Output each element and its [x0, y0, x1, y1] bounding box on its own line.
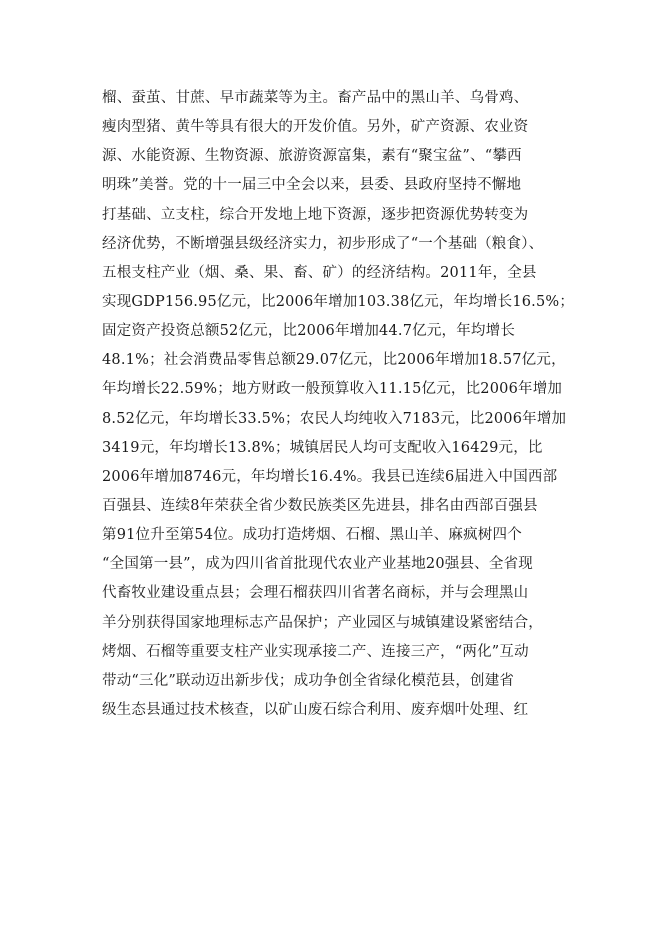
text-line: 2006年增加8746元，年均增长16.4%。我县已连续6届进入中国西部 — [102, 468, 558, 485]
text-line: 实现GDP156.95亿元，比2006年增加103.38亿元，年均增长16.5%； — [102, 293, 575, 310]
text-line: 第91位升至第54位。成功打造烤烟、石榴、黑山羊、麻疯树四个 — [102, 527, 522, 544]
text-line: “全国第一县”，成为四川省首批现代农业产业基地20强县、全省现 — [102, 556, 533, 573]
text-line: 8.52亿元，年均增长33.5%；农民人均纯收入7183元，比2006年增加 — [102, 410, 567, 427]
text-line: 经济优势，不断增强县级经济实力，初步形成了“一个基础（粮食）、 — [102, 235, 544, 252]
text-line: 羊分别获得国家地理标志产品保护；产业园区与城镇建设紧密结合， — [102, 614, 543, 631]
text-line: 带动“三化”联动迈出新步伐；成功争创全省绿化模范县，创建省 — [102, 672, 515, 689]
body-paragraph — [102, 84, 575, 725]
text-line: 级生态县通过技术核查，以矿山废石综合利用、废弃烟叶处理、红 — [102, 701, 529, 718]
text-line: 代畜牧业建设重点县；会理石榴获四川省著名商标，并与会理黑山 — [102, 585, 529, 602]
text-line: 百强县、连续8年荣获全省少数民族类区先进县，排名由西部百强县 — [102, 497, 538, 514]
text-line: 固定资产投资总额52亿元，比2006年增加44.7亿元，年均增长 — [102, 323, 516, 340]
text-line: 五根支柱产业（烟、桑、果、畜、矿）的经济结构。2011年，全县 — [102, 264, 537, 281]
text-line: 48.1%；社会消费品零售总额29.07亿元，比2006年增加18.57亿元， — [102, 352, 566, 369]
text-line: 源、水能资源、生物资源、旅游资源富集，素有“聚宝盆”、“攀西 — [102, 148, 522, 165]
text-line: 明珠”美誉。党的十一届三中全会以来，县委、县政府坚持不懈地 — [102, 177, 522, 194]
text-line: 3419元，年均增长13.8%；城镇居民人均可支配收入16429元，比 — [102, 439, 543, 456]
text-line: 瘦肉型猪、黄牛等具有很大的开发价值。另外，矿产资源、农业资 — [102, 119, 529, 136]
text-line: 榴、蚕茧、甘蔗、早市蔬菜等为主。畜产品中的黑山羊、乌骨鸡、 — [102, 90, 529, 106]
text-line: 打基础、立支柱，综合开发地上地下资源，逐步把资源优势转变为 — [102, 206, 529, 223]
text-line: 烤烟、石榴等重要支柱产业实现承接二产、连接三产，“两化”互动 — [102, 643, 529, 660]
text-line: 年均增长22.59%；地方财政一般预算收入11.15亿元，比2006年增加 — [102, 381, 563, 398]
